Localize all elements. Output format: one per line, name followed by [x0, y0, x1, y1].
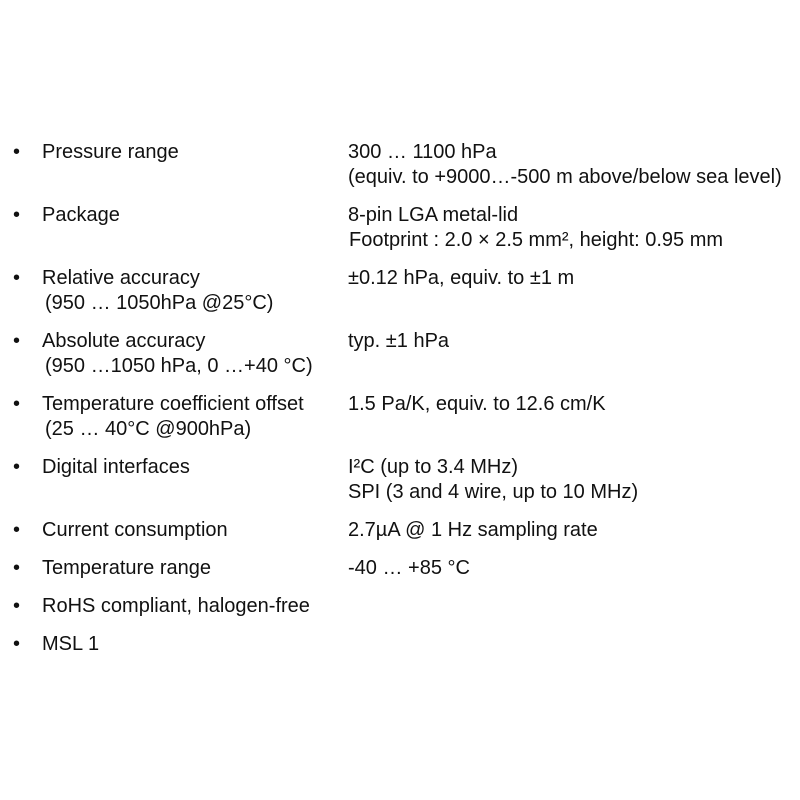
spec-label	[42, 140, 342, 165]
spec-label-text: Digital interfaces	[42, 456, 190, 478]
spec-value	[348, 140, 800, 190]
spec-label-text: Current consumption	[42, 519, 228, 541]
bullet-icon: •	[13, 267, 21, 289]
spec-label	[42, 556, 342, 581]
spec-label-text: Temperature coefficient offset	[42, 393, 304, 415]
list-item	[0, 455, 800, 505]
spec-list	[0, 140, 800, 670]
spec-value-line: SPI (3 and 4 wire, up to 10 MHz)	[348, 481, 639, 503]
spec-label-text: Package	[42, 204, 120, 226]
spec-value	[348, 203, 800, 253]
spec-label	[42, 455, 342, 480]
spec-value	[348, 556, 800, 581]
spec-label	[42, 203, 342, 228]
list-item	[0, 329, 800, 379]
spec-value	[348, 329, 800, 354]
spec-label	[42, 594, 342, 619]
list-item	[0, 518, 800, 543]
spec-sublabel: (25 … 40°C @900hPa)	[45, 418, 252, 440]
list-item	[0, 556, 800, 581]
spec-label-text: Temperature range	[42, 557, 211, 579]
list-item	[0, 203, 800, 253]
spec-value-line: 2.7µA @ 1 Hz sampling rate	[348, 519, 598, 541]
spec-label-text: Absolute accuracy	[42, 330, 206, 352]
list-item	[0, 140, 800, 190]
spec-value-line: 300 … 1100 hPa	[348, 141, 497, 163]
spec-value-line: Footprint : 2.0 × 2.5 mm², height: 0.95 mm	[349, 229, 724, 251]
bullet-icon: •	[13, 204, 21, 226]
spec-value-line: 8-pin LGA metal-lid	[348, 204, 519, 226]
spec-label	[42, 266, 342, 316]
spec-value	[348, 518, 800, 543]
spec-value	[348, 392, 800, 417]
spec-value	[348, 266, 800, 291]
spec-value-line: typ. ±1 hPa	[348, 330, 450, 352]
spec-label	[42, 329, 342, 379]
spec-value-line: (equiv. to +9000…-500 m above/below sea level)	[348, 166, 782, 188]
spec-label-text: MSL 1	[42, 633, 100, 655]
spec-sublabel: (950 …1050 hPa, 0 …+40 °C)	[45, 355, 313, 377]
bullet-icon: •	[13, 330, 21, 352]
list-item	[0, 392, 800, 442]
spec-label	[42, 392, 342, 442]
bullet-icon: •	[13, 456, 21, 478]
spec-value-line: I²C (up to 3.4 MHz)	[348, 456, 519, 478]
list-item	[0, 632, 800, 657]
spec-label	[42, 632, 342, 657]
spec-value-line: -40 … +85 °C	[348, 557, 470, 579]
bullet-icon: •	[13, 393, 21, 415]
bullet-icon: •	[13, 141, 21, 163]
spec-label-text: Pressure range	[42, 141, 179, 163]
spec-value	[348, 455, 800, 505]
spec-label-text: RoHS compliant, halogen-free	[42, 595, 310, 617]
bullet-icon: •	[13, 557, 21, 579]
bullet-icon: •	[13, 519, 21, 541]
bullet-icon: •	[13, 595, 21, 617]
spec-value-line: 1.5 Pa/K, equiv. to 12.6 cm/K	[348, 393, 606, 415]
spec-label-text: Relative accuracy	[42, 267, 200, 289]
list-item	[0, 594, 800, 619]
list-item	[0, 266, 800, 316]
spec-label	[42, 518, 342, 543]
bullet-icon: •	[13, 633, 21, 655]
spec-value-line: ±0.12 hPa, equiv. to ±1 m	[348, 267, 575, 289]
spec-sublabel: (950 … 1050hPa @25°C)	[45, 292, 274, 314]
